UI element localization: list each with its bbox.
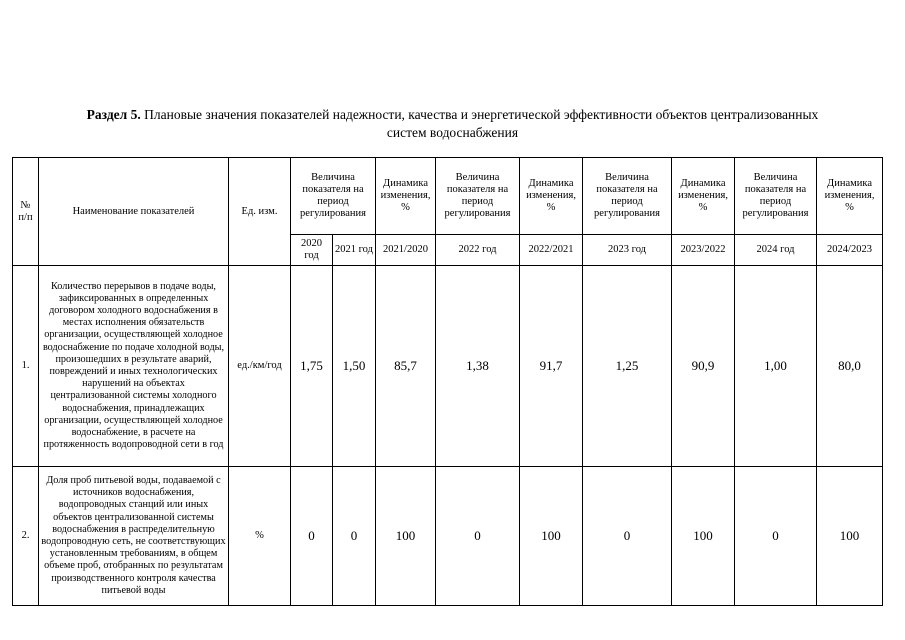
dynamics-2023: 90,9: [672, 266, 735, 467]
header-year-2023: 2023 год: [583, 235, 672, 266]
header-row-1: [13, 158, 883, 235]
value-2022: 0: [436, 467, 520, 606]
dynamics-2022: 100: [520, 467, 583, 606]
table-row: [13, 266, 883, 467]
header-dyn-2022-2021: 2022/2021: [520, 235, 583, 266]
header-year-2020: 2020 год: [291, 235, 333, 266]
header-year-2021: 2021 год: [333, 235, 376, 266]
dynamics-2022: 91,7: [520, 266, 583, 467]
header-dynamics-2021: Динамика изменения, %: [376, 158, 436, 235]
header-name: Наименование показателей: [39, 158, 229, 266]
value-2024: 0: [735, 467, 817, 606]
value-2022: 1,38: [436, 266, 520, 467]
header-dyn-2021-2020: 2021/2020: [376, 235, 436, 266]
value-2020: 0: [291, 467, 333, 606]
table-row: [13, 467, 883, 606]
indicators-table: [12, 157, 883, 606]
dynamics-2024: 80,0: [817, 266, 883, 467]
value-2024: 1,00: [735, 266, 817, 467]
section-label: Раздел 5.: [86, 107, 141, 122]
header-value-period-2024: Величина показателя на период регулирования: [735, 158, 817, 235]
header-value-period-2021: Величина показателя на период регулирования: [291, 158, 376, 235]
row-num: 1.: [13, 266, 39, 467]
value-2023: 1,25: [583, 266, 672, 467]
section-title-line-1: [20, 106, 885, 124]
value-2020: 1,75: [291, 266, 333, 467]
row-name: Доля проб питьевой воды, подаваемой с источников водоснабжения, водопроводных станций или иных объектов централизованной системы водоснабжения в распределительную водопроводную сеть, не соответствующих установленным требованиям, в общем объеме проб, отобранных по результатам производственного контроля качества питьевой воды: [39, 467, 229, 606]
header-value-period-2023: Величина показателя на период регулирования: [583, 158, 672, 235]
header-num: № п/п: [13, 158, 39, 266]
section-title-text: Плановые значения показателей надежности, качества и энергетической эффективности объектов централизованных: [140, 107, 819, 122]
header-dyn-2024-2023: 2024/2023: [817, 235, 883, 266]
section-title-line-2: систем водоснабжения: [386, 125, 519, 140]
row-name: Количество перерывов в подаче воды, зафиксированных в определенных договором холодного водоснабжения в местах исполнения обязательств организации, осуществляющей холодное водоснабжение по подаче холодной воды, произошедших в результате аварий, повреждений и иных технологических нарушений на объектах централизованной системы холодного водоснабжения, принадлежащих организации, осуществляющей холодное водоснабжение, в расчете на протяженность водопроводной сети в год: [39, 266, 229, 467]
header-dynamics-2022: Динамика изменения, %: [520, 158, 583, 235]
header-value-period-2022: Величина показателя на период регулирования: [436, 158, 520, 235]
value-2023: 0: [583, 467, 672, 606]
value-2021: 1,50: [333, 266, 376, 467]
header-unit: Ед. изм.: [229, 158, 291, 266]
header-year-2024: 2024 год: [735, 235, 817, 266]
dynamics-2024: 100: [817, 467, 883, 606]
row-unit: %: [229, 467, 291, 606]
header-dynamics-2024: Динамика изменения, %: [817, 158, 883, 235]
value-2021: 0: [333, 467, 376, 606]
row-num: 2.: [13, 467, 39, 606]
section-heading: [20, 106, 885, 142]
dynamics-2023: 100: [672, 467, 735, 606]
dynamics-2021: 85,7: [376, 266, 436, 467]
header-dyn-2023-2022: 2023/2022: [672, 235, 735, 266]
header-year-2022: 2022 год: [436, 235, 520, 266]
header-dynamics-2023: Динамика изменения, %: [672, 158, 735, 235]
row-unit: ед./км/год: [229, 266, 291, 467]
dynamics-2021: 100: [376, 467, 436, 606]
